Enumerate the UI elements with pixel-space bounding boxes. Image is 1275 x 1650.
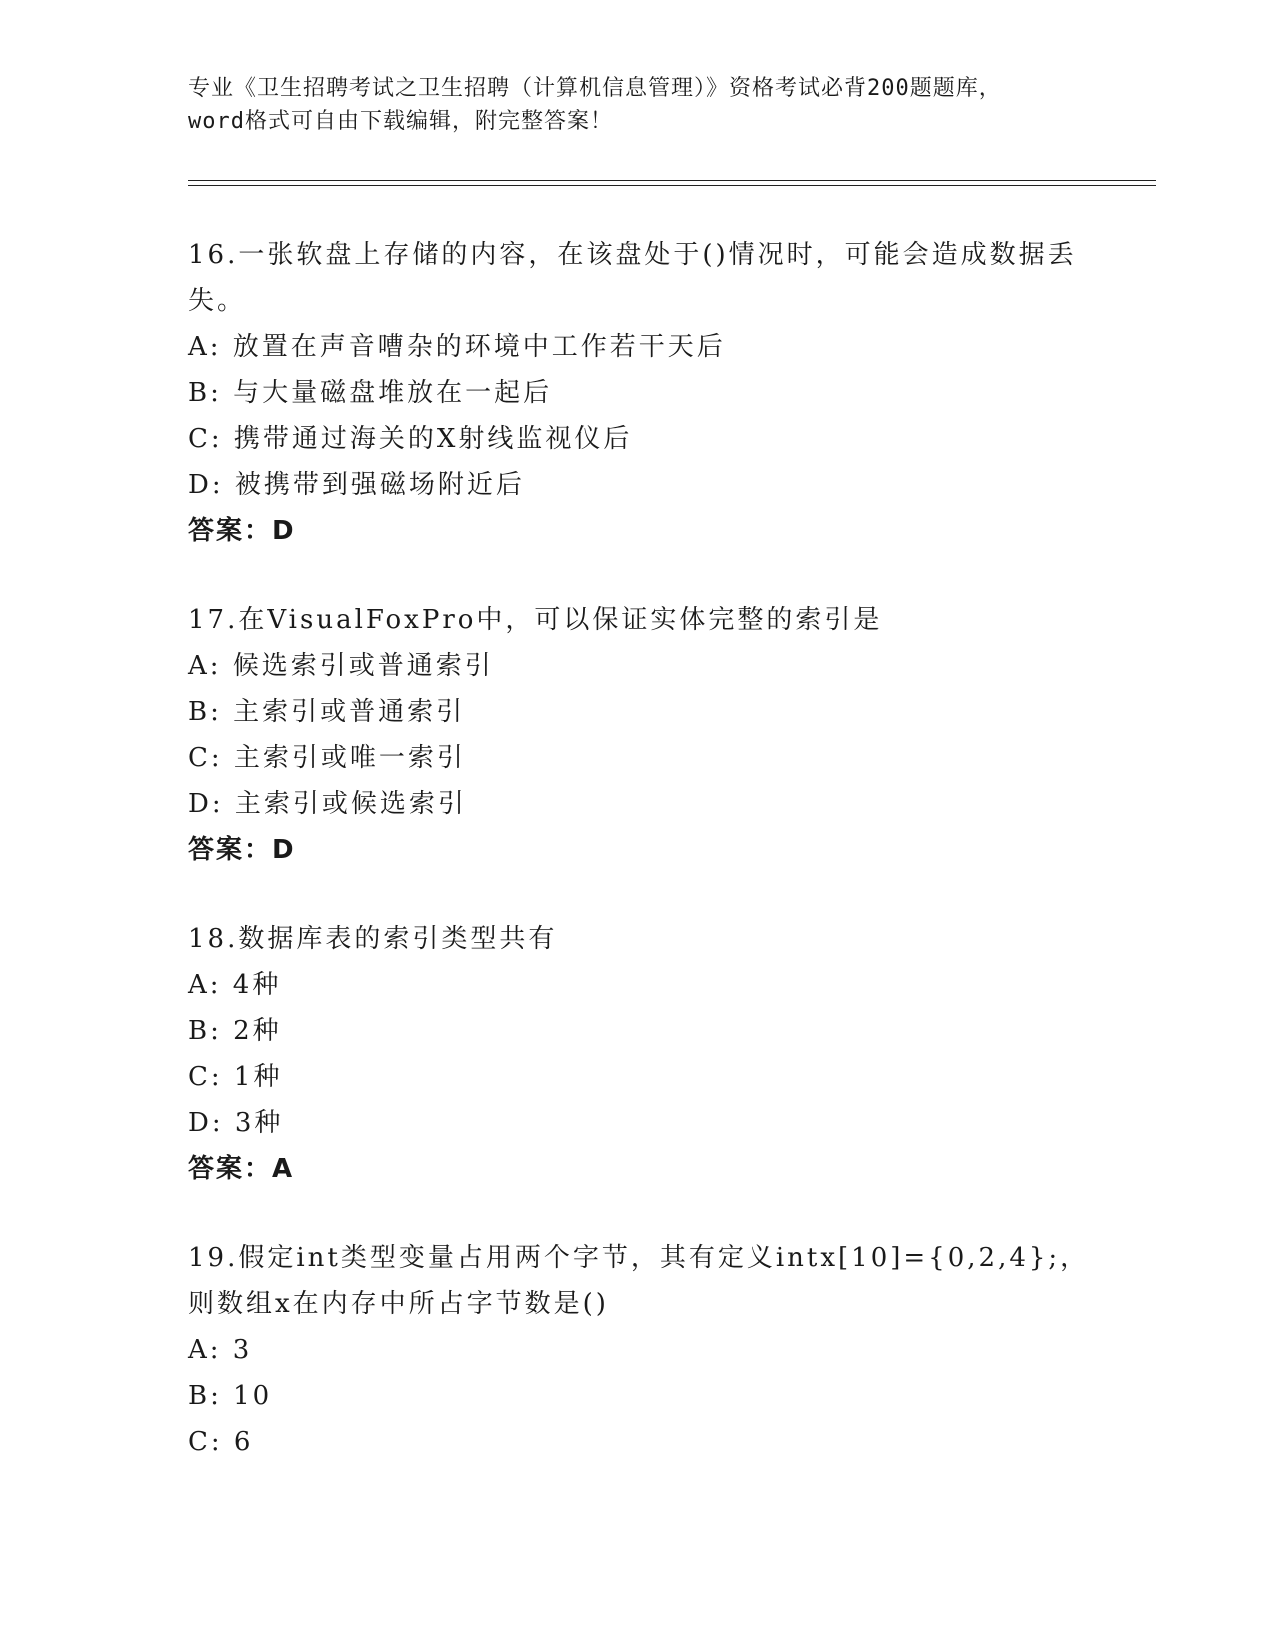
question-stem-line: 16.一张软盘上存储的内容，在该盘处于()情况时，可能会造成数据丢 — [188, 240, 1077, 270]
option-c: C: 1种 — [188, 1062, 283, 1092]
document-header — [188, 72, 1088, 138]
question-17 — [188, 597, 1088, 873]
option-a: A: 放置在声音嘈杂的环境中工作若干天后 — [188, 332, 726, 362]
question-stem-line: 19.假定int类型变量占用两个字节，其有定义intx[10]={0,2,4};， — [188, 1243, 1090, 1273]
question-stem-line: 17.在VisualFoxPro中，可以保证实体完整的索引是 — [188, 605, 883, 635]
question-stem-line: 则数组x在内存中所占字节数是() — [188, 1289, 609, 1319]
answer-line: 答案：A — [188, 1154, 295, 1184]
option-c: C: 主索引或唯一索引 — [188, 743, 466, 773]
header-line-1: 专业《卫生招聘考试之卫生招聘（计算机信息管理）》资格考试必背200题题库， — [188, 76, 1002, 101]
option-d: D: 主索引或候选索引 — [188, 789, 467, 819]
question-19 — [188, 1235, 1088, 1465]
question-stem-line: 失。 — [188, 286, 247, 316]
option-c: C: 6 — [188, 1427, 254, 1457]
question-16 — [188, 232, 1088, 554]
option-b: B: 主索引或普通索引 — [188, 697, 466, 727]
option-b: B: 2种 — [188, 1016, 282, 1046]
option-a: A: 4种 — [188, 970, 282, 1000]
header-line-2: word格式可自由下载编辑，附完整答案！ — [188, 109, 613, 134]
option-a: A: 候选索引或普通索引 — [188, 651, 494, 681]
option-d: D: 被携带到强磁场附近后 — [188, 470, 525, 500]
answer-line: 答案：D — [188, 516, 296, 546]
question-18 — [188, 916, 1088, 1192]
header-divider-top — [188, 180, 1156, 181]
option-b: B: 10 — [188, 1381, 273, 1411]
option-a: A: 3 — [188, 1335, 253, 1365]
option-b: B: 与大量磁盘堆放在一起后 — [188, 378, 553, 408]
question-stem-line: 18.数据库表的索引类型共有 — [188, 924, 558, 954]
header-divider-bottom — [188, 185, 1156, 186]
answer-line: 答案：D — [188, 835, 296, 865]
option-c: C: 携带通过海关的X射线监视仪后 — [188, 424, 633, 454]
option-d: D: 3种 — [188, 1108, 284, 1138]
